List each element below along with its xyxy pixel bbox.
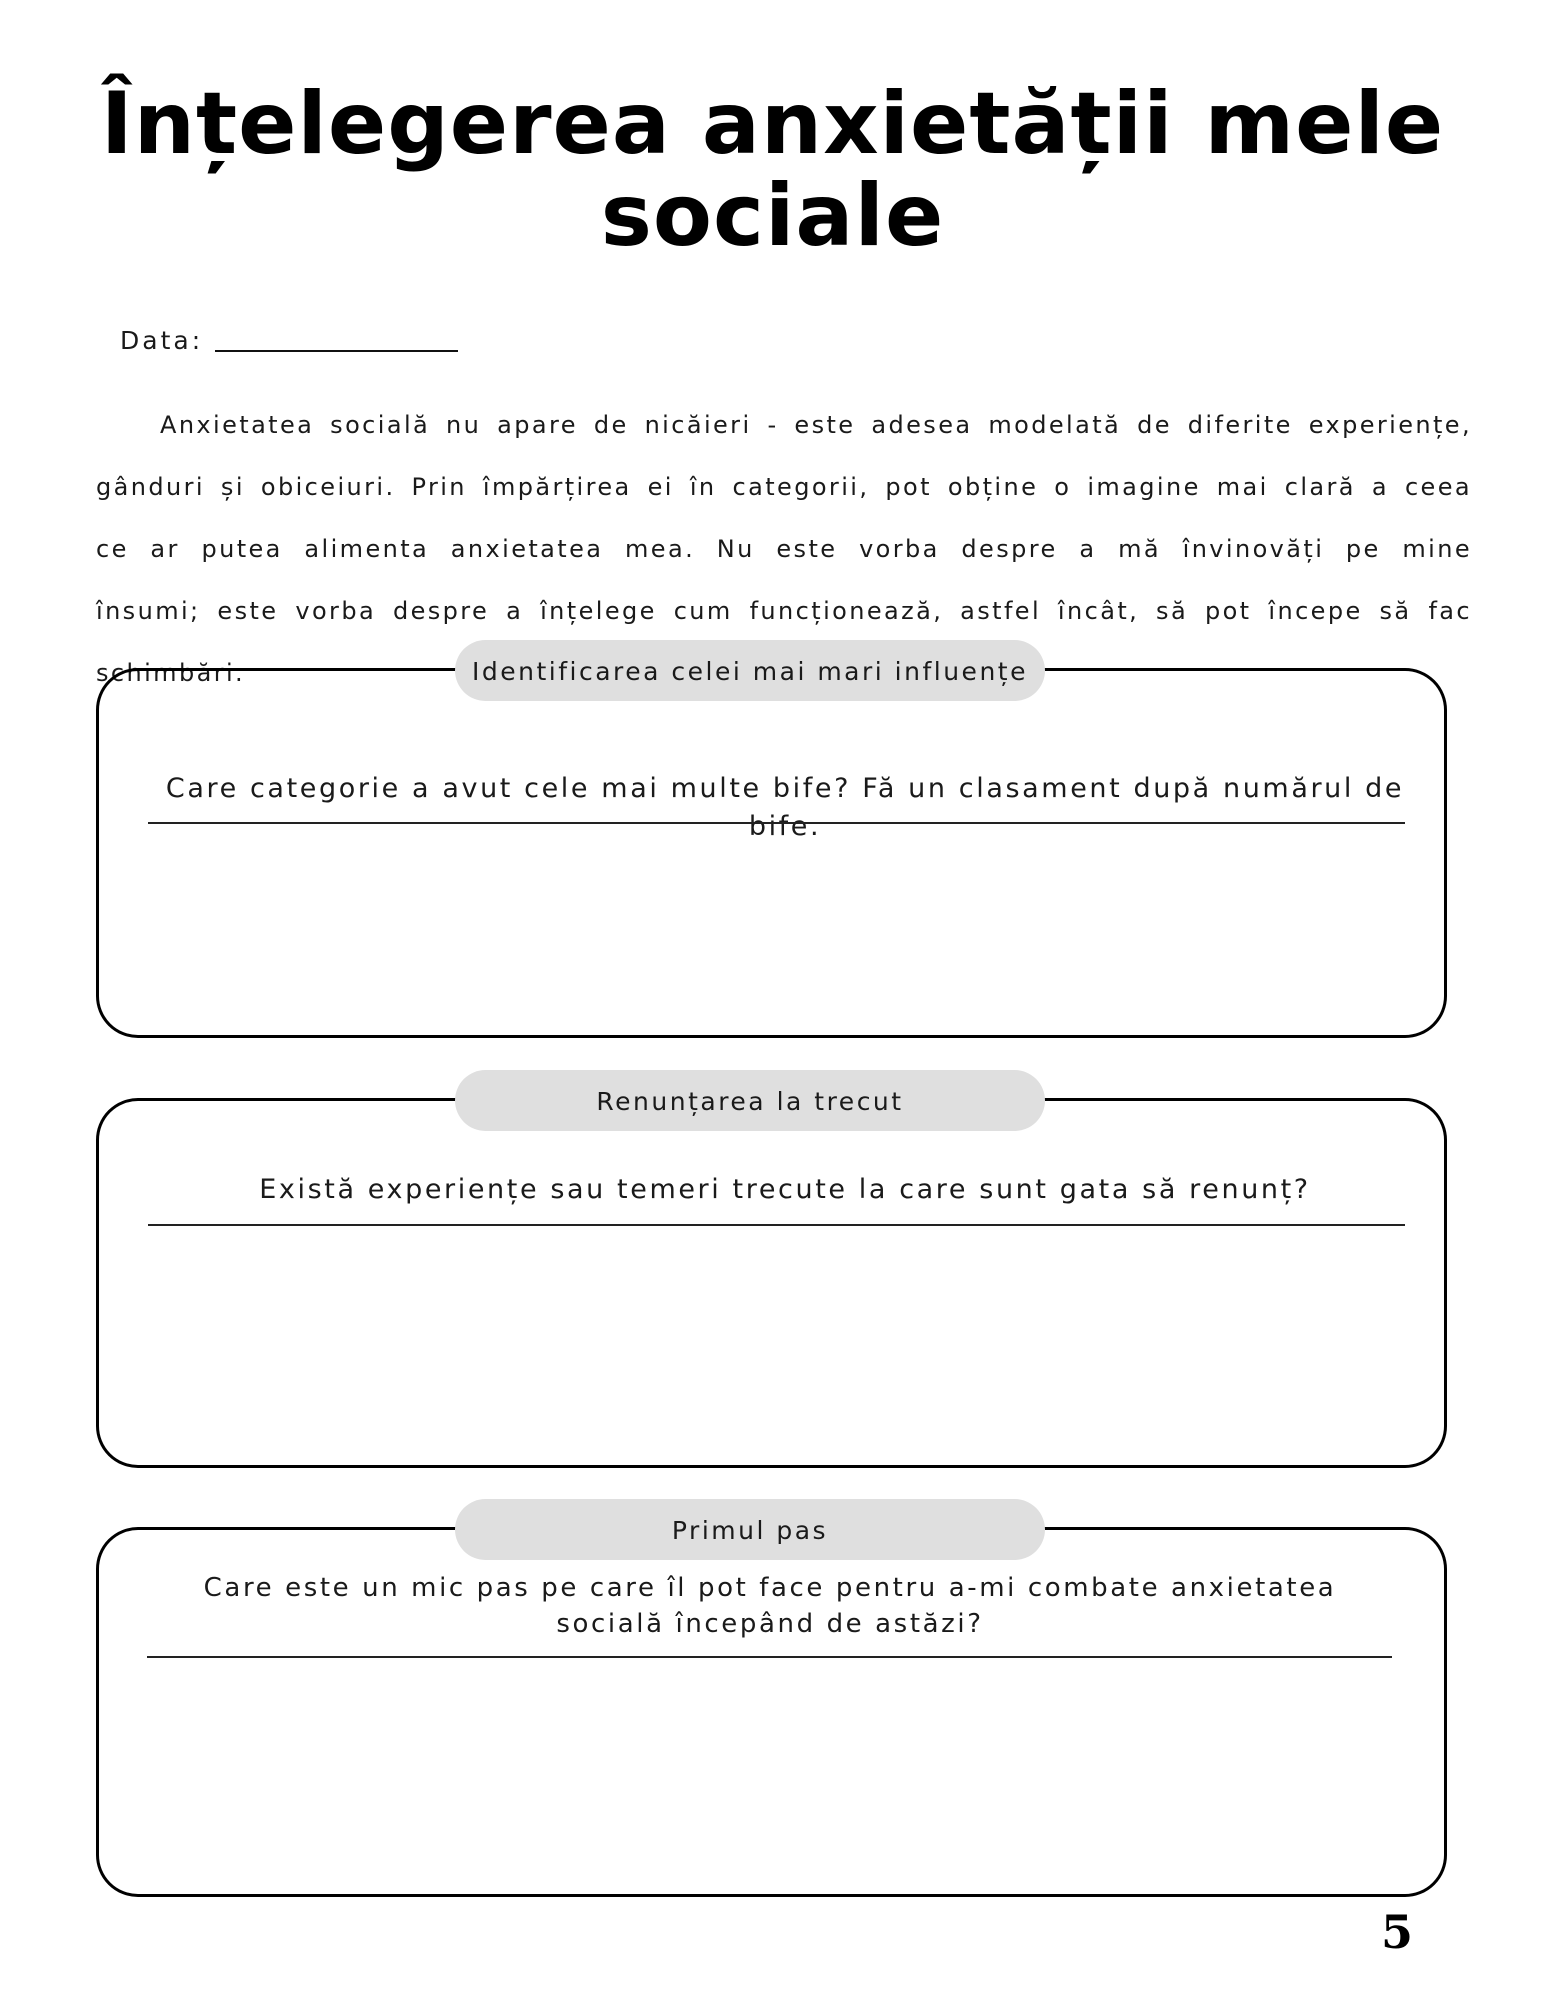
date-label: Data:: [120, 326, 204, 355]
section-question-letting-go: Există experiențe sau temeri trecute la care sunt gata să renunț?: [259, 1174, 1311, 1205]
question-underline: [148, 1224, 1405, 1226]
section-heading-letting-go: Renunțarea la trecut: [455, 1070, 1045, 1131]
answer-area-letting-go[interactable]: [110, 1234, 1430, 1454]
intro-paragraph: Anxietatea socială nu apare de nicăieri - este adesea modelată de diferite experiențe, gânduri și obiceiuri. Prin împărțirea ei în categorii, pot obține o imagine mai clară a ceea ce ar putea alimenta anxietatea mea. Nu este vorba despre a mă învinovăți pe mine însumi; este vorba despre a înțelege cum funcționează, astfel încât, să pot începe să fac schimbări.: [96, 411, 1472, 687]
section-heading-biggest-influence: Identificarea celei mai mari influențe: [455, 640, 1045, 701]
section-heading-first-step: Primul pas: [455, 1499, 1045, 1560]
date-input-line[interactable]: [215, 350, 458, 352]
question-underline: [148, 822, 1405, 824]
answer-area-first-step[interactable]: [110, 1666, 1430, 1881]
answer-area-biggest-influence[interactable]: [110, 832, 1430, 1022]
date-field: [120, 326, 458, 355]
page-number: 5: [1380, 1905, 1413, 1959]
page-title: Înțelegerea anxietății mele sociale: [100, 74, 1445, 266]
question-underline: [147, 1656, 1392, 1658]
section-question-biggest-influence: Care categorie a avut cele mai multe bife? Fă un clasament după numărul de bife.: [165, 773, 1405, 842]
section-question-first-step: Care este un mic pas pe care îl pot face pentru a-mi combate anxietatea socială începând de astăzi?: [203, 1573, 1337, 1639]
